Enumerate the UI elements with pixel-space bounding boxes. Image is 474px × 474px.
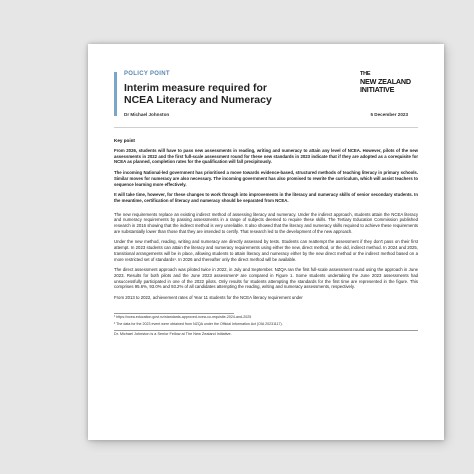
accent-bar	[114, 72, 117, 116]
policy-label: POLICY POINT	[124, 71, 170, 77]
key-point-heading: Key point	[114, 138, 135, 143]
page-title: Interim measure required for NCEA Literacy and Numeracy	[124, 82, 272, 106]
page-content	[114, 70, 418, 336]
header-divider	[114, 127, 418, 128]
key-point-paragraph: The incoming National-led government has prioritised a move towards evidence-based, structured methods of teaching literacy in primary schools. Similar moves for numeracy are also necessary. The incoming government has also promised to rewrite the curriculum, which will assist teachers to sequence learning more effectively.	[114, 170, 418, 187]
author-note-divider	[114, 330, 418, 331]
byline	[124, 112, 408, 117]
footnote: ² The data for the 2023 event were obtained from NZQA under the Official Information Act (OIA 20231117).	[114, 322, 283, 327]
footnote-divider	[114, 313, 234, 314]
key-point-paragraph: It will take time, however, for these changes to work through into improvements in the literacy and numeracy skills of senior secondary students. In the meantime, certification of literacy and numeracy should be separated from NCEA.	[114, 192, 418, 203]
logo-line-2: NEW ZEALAND	[360, 77, 411, 86]
footnote: ¹ https://ncea.education.govt.nz/standards-approved-ncea-co-requisite-2024-and-2025	[114, 315, 252, 320]
key-point-paragraph: From 2026, students will have to pass new assessments in reading, writing and numeracy to attain any level of NCEA. However, pilots of the new assessments in 2022 and the first full-scale assessment round for these new standards in 2023 indicate that if they are adopted as a corequisite for NCEA as planned, completion rates for the qualification will fall precipitously.	[114, 148, 418, 165]
logo-line-1: THE	[360, 71, 371, 77]
document-page	[88, 44, 444, 440]
publish-date: 5 December 2023	[370, 112, 408, 117]
body-paragraph: The direct assessment approach was piloted twice in 2022, in July and September. NZQA ran the first full-scale assessment round using the approach in June 2023. Results for both pilots and the June 2023 assessment² are compared in Figure 1. Some students undertaking the June 2023 assessments had unsuccessfully participated in one of the 2022 pilots. Only results for students attempting the standards for the first time are represented in the figure. This comprises 95.6%, 93.0% and 93.2% of all candidates attempting the reading, writing and numeracy assessments, respectively.	[114, 267, 418, 290]
organization-logo	[360, 70, 418, 94]
header	[114, 70, 418, 117]
author-name: Dr Michael Johnston	[124, 112, 170, 117]
body-paragraph: From 2013 to 2022, achievement rates of Year 11 students for the NCEA literacy requirement under	[114, 295, 303, 301]
body-paragraph: The new requirements replace an existing indirect method of assessing literacy and numeracy. Under the indirect approach, students attain the NCEA literacy and numeracy requirements by passing assessments in a range of subjects deemed to require these skills. The Tertiary Education Commission published research in 2016 showing that the indirect method is very unreliable. It also showed that the literacy and numeracy skills required to achieve these requirements are substantially lower than those that they are intended to certify. That research led to the development of the new approach.	[114, 211, 418, 234]
author-note: Dr. Michael Johnston is a Senior Fellow at The New Zealand Initiative.	[114, 332, 232, 337]
logo-line-3: INITIATIVE	[360, 85, 395, 94]
body-paragraph: Under the new method, reading, writing and numeracy are directly assessed by tests. Students can reattempt the assessment if they don't pass on their first attempt. In 2023 students can attain the literacy and numeracy requirements using either the new, direct method, or the old, indirect method. In 2024 and 2025, transitional arrangements will be in place, allowing students to attain literacy and numeracy either by the new direct method or the indirect method based on a more restricted set of standards¹. In 2026 and thereafter only the direct method will be available.	[114, 239, 418, 262]
